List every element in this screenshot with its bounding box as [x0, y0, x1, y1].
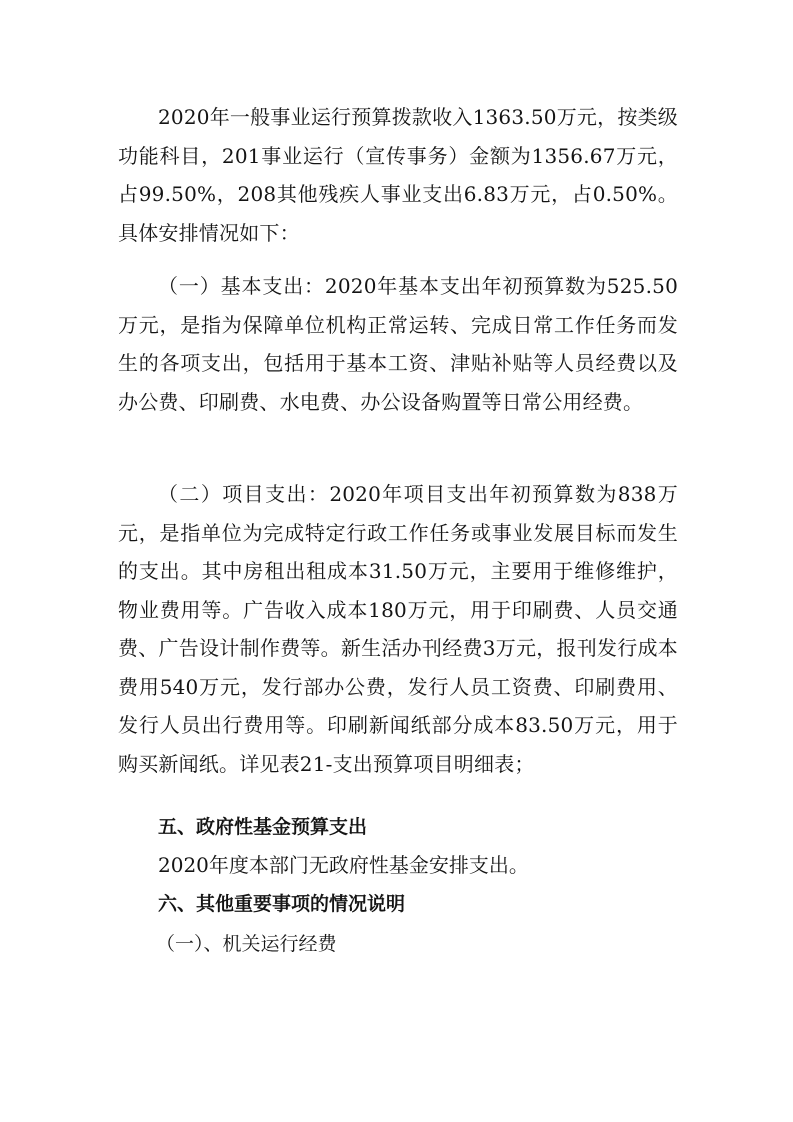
- section-6-heading: 六、其他重要事项的情况说明: [158, 893, 406, 915]
- section-6-subheading: （一）、机关运行经费: [156, 933, 337, 955]
- project-expenditure-paragraph: （二）项目支出：2020年项目支出年初预算数为838万元，是指单位为完成特定行政工作任务或事业发展目标而发生的支出。其中房租出租成本31.50万元，主要用于维修维护，物业费用等。广告收入成本180万元，用于印刷费、人员交通费、广告设计制作费等。新生活办刊经费3万元，报刊发行成本费用540万元，发行部办公费，发行人员工资费、印刷费用、发行人员出行费用等。印刷新闻纸部分成本83.50万元，用于购买新闻纸。详见表21-支出预算项目明细表；: [118, 482, 678, 776]
- section-5-heading: 五、政府性基金预算支出: [158, 816, 368, 838]
- budget-intro-paragraph: 2020年一般事业运行预算拨款收入1363.50万元，按类级功能科目，201事业运行（宣传事务）金额为1356.67万元，占99.50%，208其他残疾人事业支出6.83万元，占0.50%。具体安排情况如下：: [118, 105, 678, 245]
- section-5-text: 2020年度本部门无政府性基金安排支出。: [158, 853, 529, 877]
- basic-expenditure-paragraph: （一）基本支出：2020年基本支出年初预算数为525.50万元，是指为保障单位机构正常运转、完成日常工作任务而发生的各项支出，包括用于基本工资、津贴补贴等人员经费以及办公费、印刷费、水电费、办公设备购置等日常公用经费。: [118, 274, 678, 414]
